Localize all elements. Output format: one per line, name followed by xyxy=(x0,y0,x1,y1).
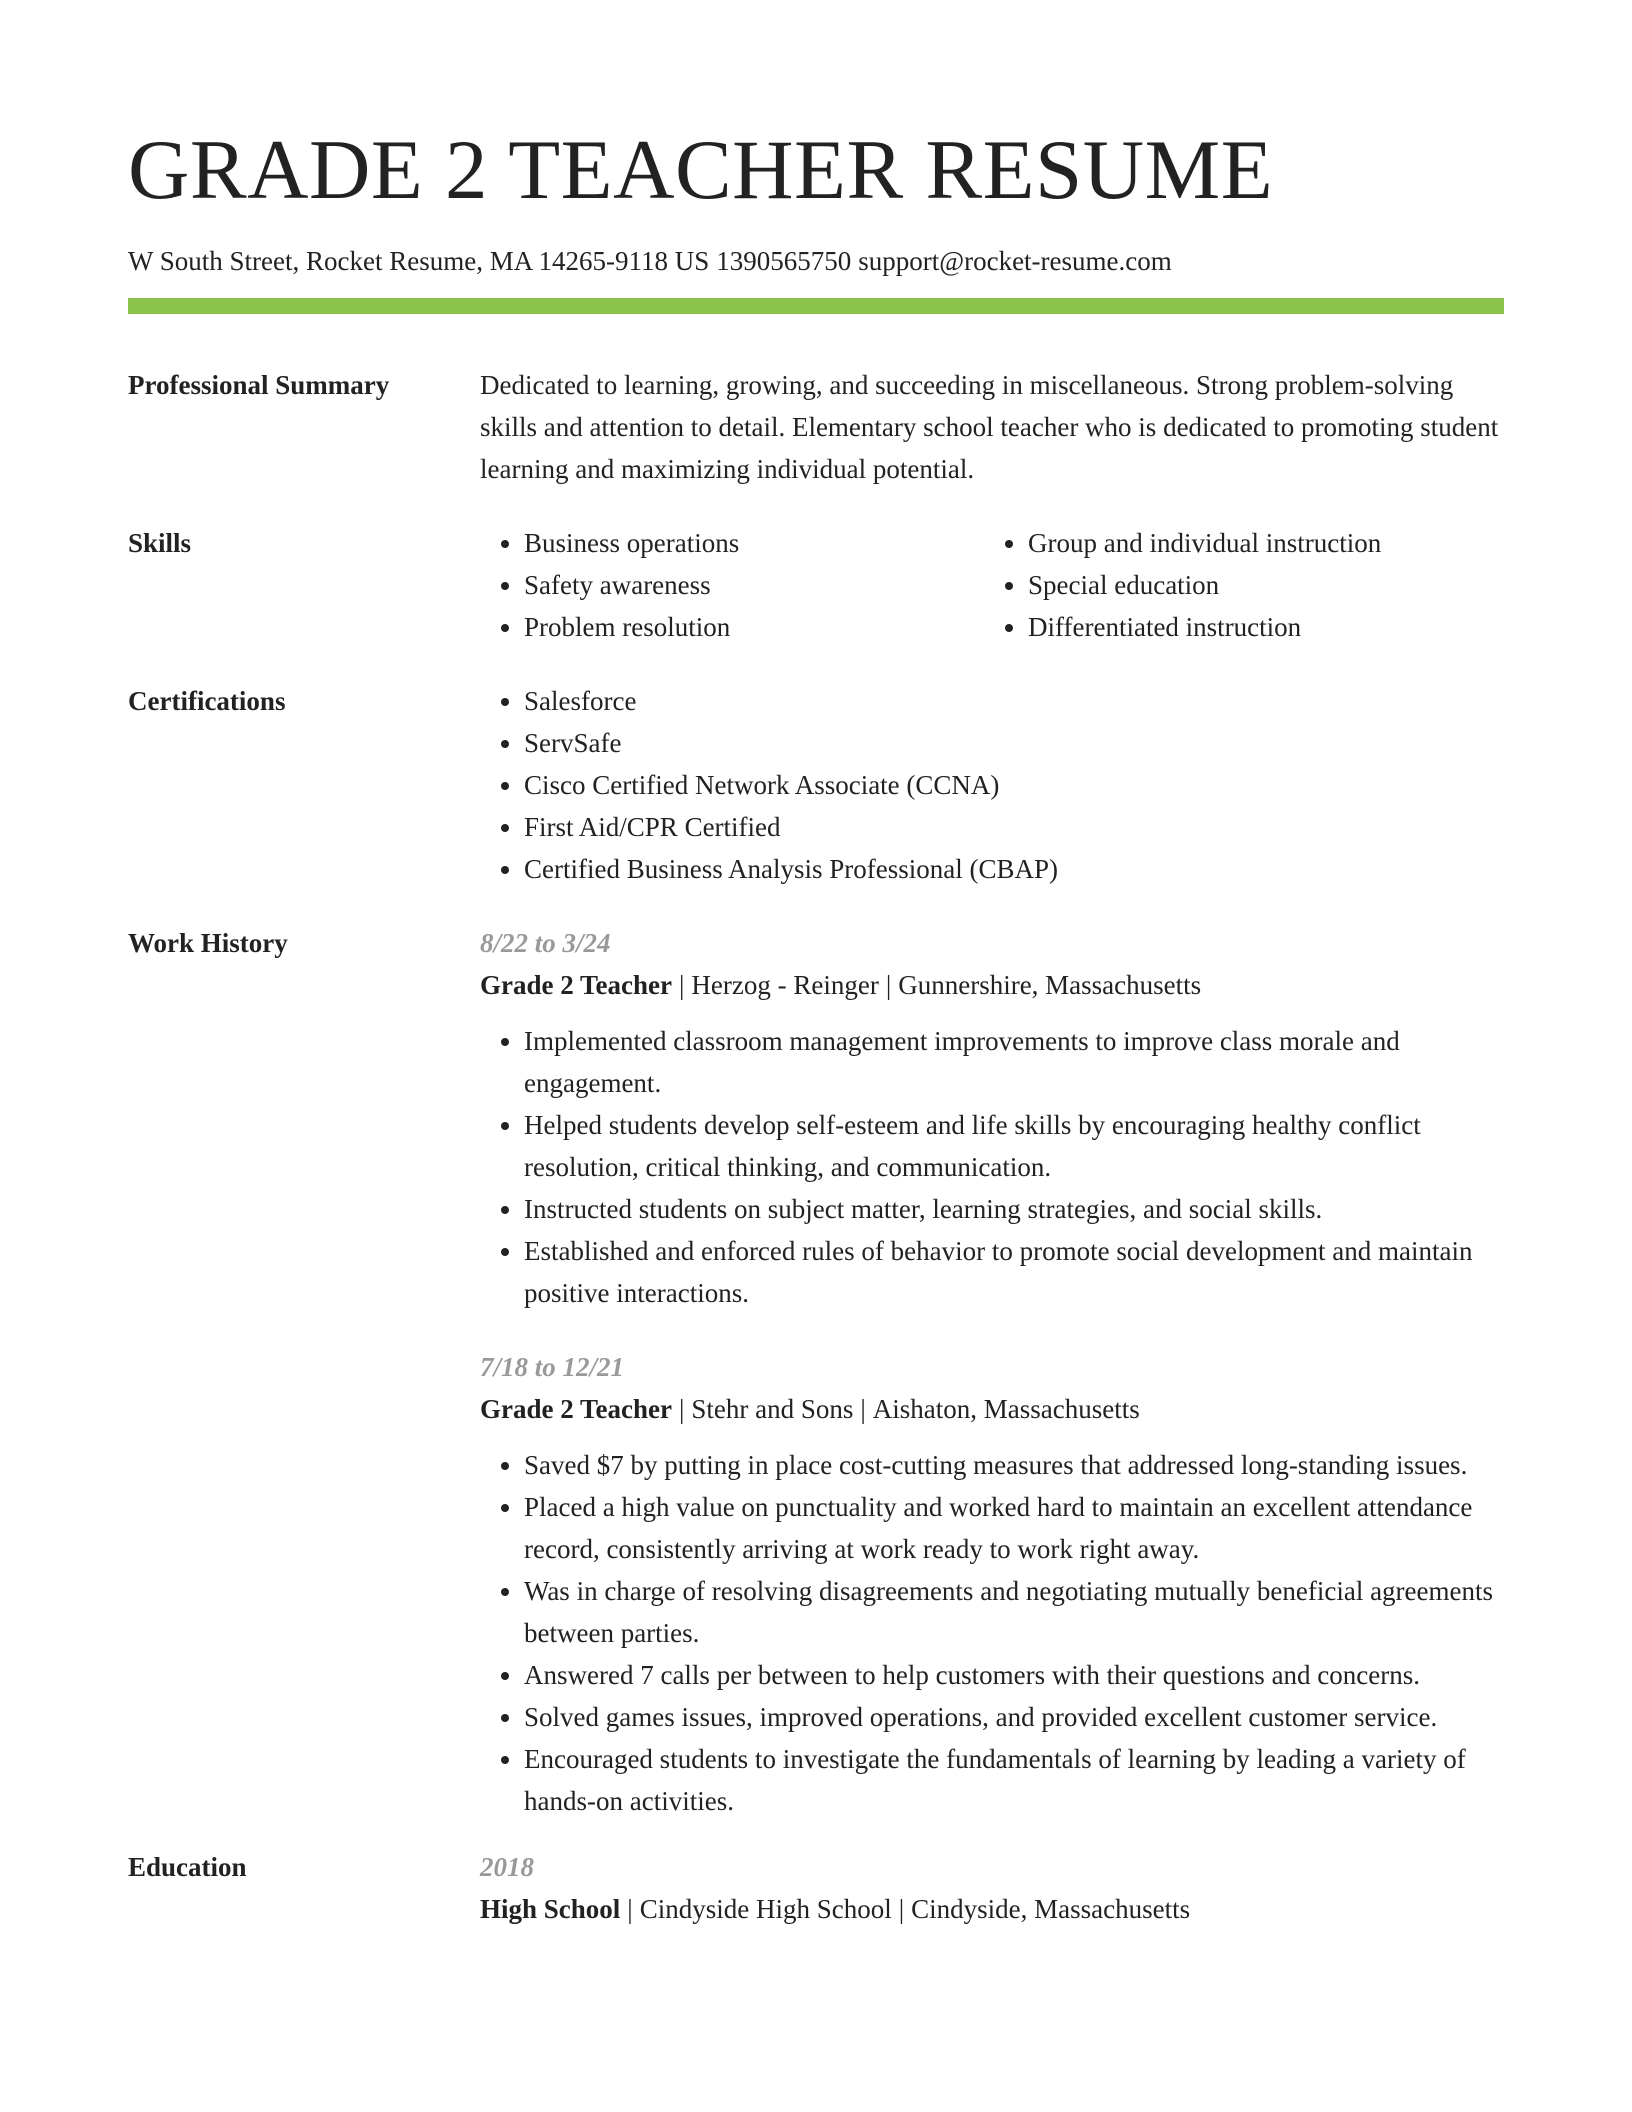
list-item: • Salesforce xyxy=(524,680,1504,722)
certifications-list xyxy=(480,680,1504,890)
summary-text: Dedicated to learning, growing, and succeeding in miscellaneous. Strong problem-solving skills and attention to detail. Elementary school teacher who is dedicated to promoting student learning and maximizing individual potential. xyxy=(480,370,1499,484)
job-entry xyxy=(480,922,1504,1314)
job-entry xyxy=(480,1346,1504,1822)
job-dates: 7/18 to 12/21 xyxy=(480,1352,625,1382)
phone: 1390565750 xyxy=(716,246,852,276)
education-school: Cindyside High School xyxy=(639,1894,892,1924)
list-item: • Answered 7 calls per between to help customers with their questions and concerns. xyxy=(524,1654,1504,1696)
list-item: • Instructed students on subject matter, learning strategies, and social skills. xyxy=(524,1188,1504,1230)
separator: | xyxy=(885,970,892,1000)
job-bullets xyxy=(480,1020,1504,1314)
list-item: • First Aid/CPR Certified xyxy=(524,806,1504,848)
separator: | xyxy=(898,1894,905,1924)
job-title: Grade 2 Teacher xyxy=(480,970,672,1000)
list-item: • Special education xyxy=(1028,564,1504,606)
list-item: • Encouraged students to investigate the fundamentals of learning by leading a variety of hands-on activities. xyxy=(524,1738,1504,1822)
job-location: Aishaton, Massachusetts xyxy=(872,1394,1140,1424)
summary-section xyxy=(128,364,1504,490)
job-heading xyxy=(480,1388,1504,1430)
education-degree: High School xyxy=(480,1894,621,1924)
section-label-work-history: Work History xyxy=(128,928,288,958)
job-dates: 8/22 to 3/24 xyxy=(480,928,611,958)
section-label-education: Education xyxy=(128,1852,247,1882)
address: W South Street, Rocket Resume, MA 14265-9118 US xyxy=(128,246,710,276)
list-item: • ServSafe xyxy=(524,722,1504,764)
list-item: • Group and individual instruction xyxy=(1028,522,1504,564)
list-item: • Cisco Certified Network Associate (CCNA) xyxy=(524,764,1504,806)
list-item: • Problem resolution xyxy=(524,606,984,648)
list-item: • Differentiated instruction xyxy=(1028,606,1504,648)
list-item: • Business operations xyxy=(524,522,984,564)
separator: | xyxy=(627,1894,633,1924)
certifications-section xyxy=(128,680,1504,890)
section-label-certifications: Certifications xyxy=(128,686,286,716)
separator: | xyxy=(678,1394,685,1424)
education-location: Cindyside, Massachusetts xyxy=(911,1894,1191,1924)
job-bullets xyxy=(480,1444,1504,1822)
list-item: • Safety awareness xyxy=(524,564,984,606)
list-item: • Certified Business Analysis Professional (CBAP) xyxy=(524,848,1504,890)
separator: | xyxy=(860,1394,866,1424)
email: support@rocket-resume.com xyxy=(858,246,1172,276)
separator: | xyxy=(678,970,685,1000)
education-heading xyxy=(480,1888,1504,1930)
list-item: • Helped students develop self-esteem and life skills by encouraging healthy conflict resolution, critical thinking, and communication. xyxy=(524,1104,1504,1188)
job-company: Stehr and Sons xyxy=(691,1394,854,1424)
list-item: • Was in charge of resolving disagreements and negotiating mutually beneficial agreements between parties. xyxy=(524,1570,1504,1654)
list-item: • Implemented classroom management improvements to improve class morale and engagement. xyxy=(524,1020,1504,1104)
skills-list xyxy=(480,522,1504,648)
header-divider xyxy=(128,298,1504,314)
work-history-section xyxy=(128,922,1504,1822)
resume-page xyxy=(128,118,1504,1930)
skills-column-right xyxy=(984,522,1504,648)
list-item: • Solved games issues, improved operations, and provided excellent customer service. xyxy=(524,1696,1504,1738)
job-title: Grade 2 Teacher xyxy=(480,1394,672,1424)
job-location: Gunnershire, Massachusetts xyxy=(898,970,1202,1000)
list-item: • Saved $7 by putting in place cost-cutting measures that addressed long-standing issues. xyxy=(524,1444,1504,1486)
section-label-summary: Professional Summary xyxy=(128,370,390,400)
resume-title: GRADE 2 TEACHER RESUME xyxy=(128,123,1274,217)
education-year: 2018 xyxy=(480,1852,534,1882)
skills-section xyxy=(128,522,1504,648)
education-entry xyxy=(480,1846,1504,1930)
list-item: • Placed a high value on punctuality and worked hard to maintain an excellent attendance record, consistently arriving at work ready to work right away. xyxy=(524,1486,1504,1570)
work-history-list xyxy=(480,922,1504,1822)
list-item: • Established and enforced rules of behavior to promote social development and maintain positive interactions. xyxy=(524,1230,1504,1314)
education-section xyxy=(128,1846,1504,1930)
job-heading xyxy=(480,964,1504,1006)
skills-column-left xyxy=(480,522,984,648)
job-company: Herzog - Reinger xyxy=(691,970,879,1000)
section-label-skills: Skills xyxy=(128,528,192,558)
contact-line xyxy=(128,244,1504,278)
